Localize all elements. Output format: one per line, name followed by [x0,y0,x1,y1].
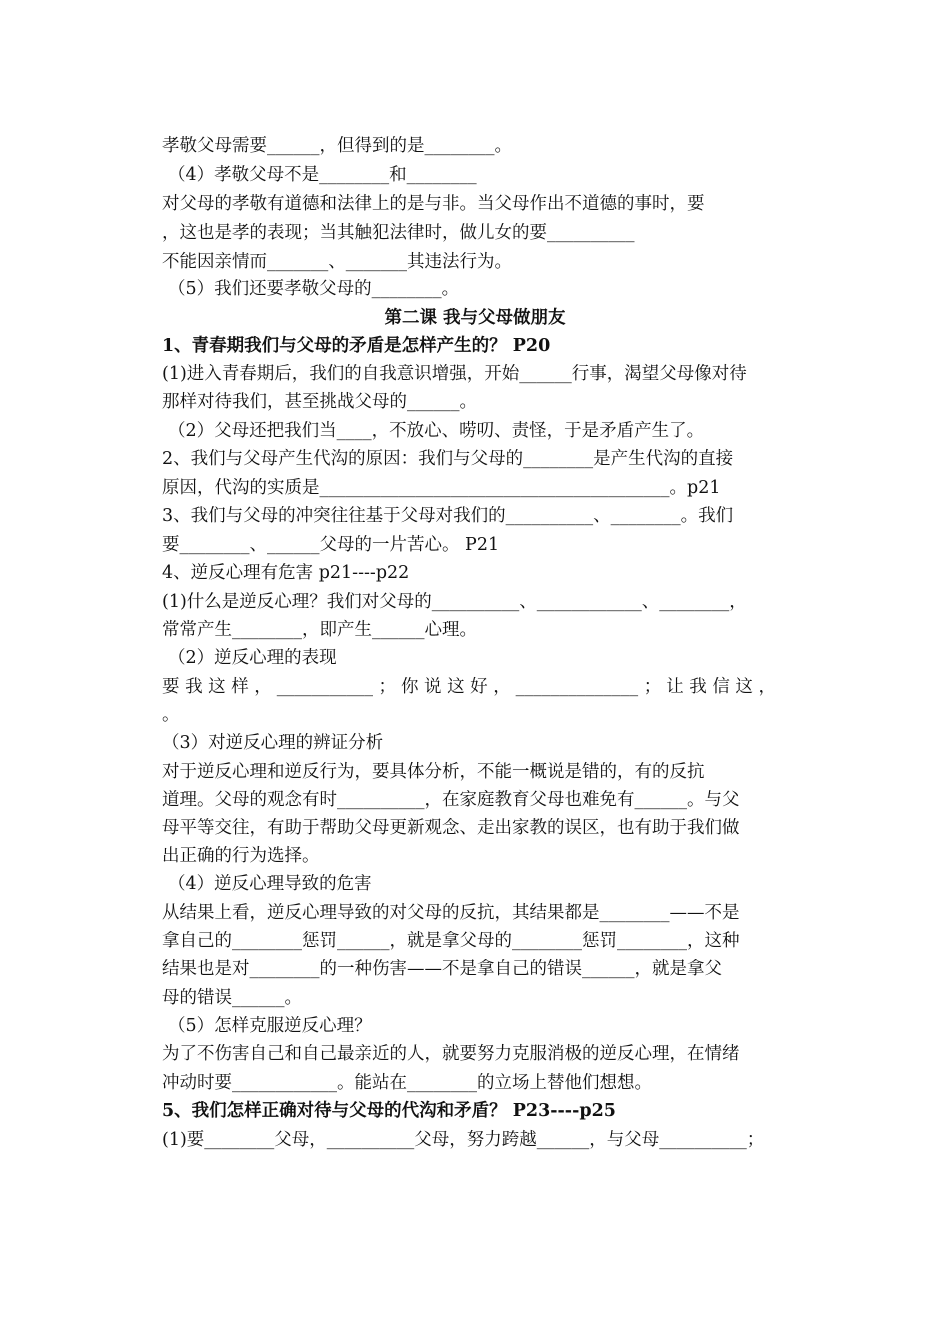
text-line: 4、逆反心理有危害 p21----p22 [162,563,410,583]
justified-text-line [162,674,802,700]
text-line: 结果也是对________的一种伤害——不是拿自己的错误______，就是拿父 [162,959,722,979]
text-line: 拿自己的________惩罚______，就是拿父母的________惩罚________，这种 [162,931,740,951]
text-line: 3、我们与父母的冲突往往基于父母对我们的__________、________。我们 [162,506,734,526]
text-segment: ___________ ； [276,677,397,697]
text-segment: ______________ ； [515,677,662,697]
text-line: 原因，代沟的实质是________________________________________。p21 [162,478,721,498]
text-line: (1)要________父母，__________父母，努力跨越______，与父母__________； [162,1130,765,1150]
text-line: （4）逆反心理导致的危害 [168,874,372,894]
text-segment: 你 说 这 好 ， [400,677,511,697]
lesson-title: 第二课 我与父母做朋友 [384,308,566,328]
text-line: 道理。父母的观念有时__________，在家庭教育父母也难免有______。与父 [162,790,740,810]
question-heading: 5、我们怎样正确对待与父母的代沟和矛盾？ P23----p25 [162,1101,616,1121]
text-line: （5）怎样克服逆反心理？ [168,1016,372,1036]
question-heading: 1、青春期我们与父母的矛盾是怎样产生的？ P20 [162,336,551,356]
text-line: 对于逆反心理和逆反行为，要具体分析，不能一概说是错的，有的反抗 [162,762,705,782]
text-line: 母平等交往，有助于帮助父母更新观念、走出家教的误区，也有助于我们做 [162,818,740,838]
text-line: 孝敬父母需要______，但得到的是________。 [162,136,512,156]
text-line: (1)进入青春期后，我们的自我意识增强，开始______行事，渴望父母像对待 [162,364,747,384]
text-line: 。 [162,705,180,725]
text-line: （5）我们还要孝敬父母的________。 [168,279,460,299]
text-line: （4）孝敬父母不是________和________ [168,165,477,185]
text-line: 出正确的行为选择。 [162,846,320,866]
text-line: 从结果上看，逆反心理导致的对父母的反抗，其结果都是________——不是 [162,903,740,923]
text-segment: 让 我 信 这 ， [666,677,776,697]
text-line: 2、我们与父母产生代沟的原因：我们与父母的________是产生代沟的直接 [162,449,734,469]
text-line: （2）父母还把我们当____，不放心、唠叨、责怪，于是矛盾产生了。 [168,421,705,441]
text-line: （3）对逆反心理的辨证分析 [162,733,384,753]
text-line: 为了不伤害自己和自己最亲近的人，就要努力克服消极的逆反心理，在情绪 [162,1044,740,1064]
text-line: 对父母的孝敬有道德和法律上的是与非。当父母作出不道德的事时，要 [162,194,705,214]
text-line: 常常产生________，即产生______心理。 [162,620,477,640]
text-line: 不能因亲情而_______、_______其违法行为。 [162,252,512,272]
text-line: ，这也是孝的表现；当其触犯法律时，做儿女的要__________ [162,223,635,243]
text-segment: 要 我 这 样 ， [162,677,272,697]
text-line: 要________、______父母的一片苦心。 P21 [162,535,500,555]
text-line: 母的错误______。 [162,988,302,1008]
text-line: （2）逆反心理的表现 [168,648,337,668]
text-line: (1)什么是逆反心理？我们对父母的__________、____________、________， [162,592,747,612]
text-line: 冲动时要____________。能站在________的立场上替他们想想。 [162,1073,652,1093]
text-line: 那样对待我们，甚至挑战父母的______。 [162,392,477,412]
